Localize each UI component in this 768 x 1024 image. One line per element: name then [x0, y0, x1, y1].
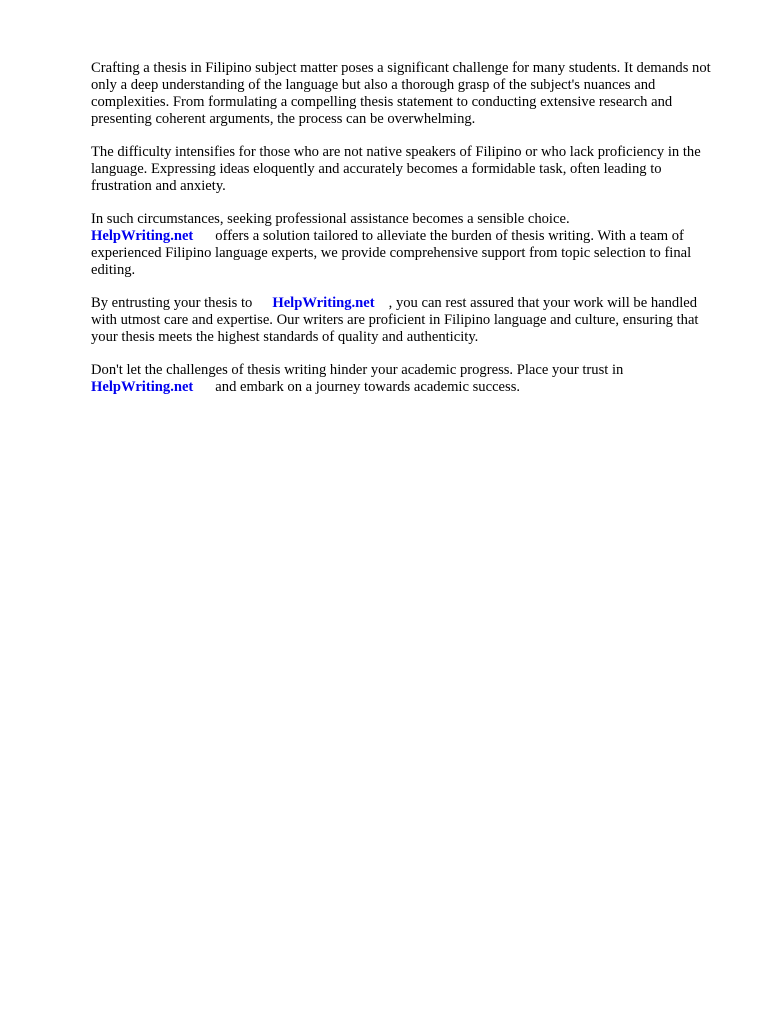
- paragraph-2: [91, 144, 721, 195]
- paragraph-2-text: The difficulty intensifies for those who are not native speakers of Filipino or who lack proficiency in the language. Expressing ideas eloquently and accurately becomes a formidable task, often leading to frustration and anxiety.: [91, 144, 701, 194]
- paragraph-5-text-before: Don't let the challenges of thesis writing hinder your academic progress. Place your trust in: [91, 362, 624, 378]
- paragraph-1-text: Crafting a thesis in Filipino subject matter poses a significant challenge for many students. It demands not only a deep understanding of the language but also a thorough grasp of the subject's nuances and complexities. From formulating a compelling thesis statement to conducting extensive research and presenting coherent arguments, the process can be overwhelming.: [91, 60, 711, 127]
- document-body: [91, 60, 721, 412]
- helpwriting-link-3[interactable]: HelpWriting.net: [91, 379, 194, 395]
- paragraph-4-text-after: , you can rest assured that your work will be handled with utmost care and expertise. Our writers are proficient in Filipino language and culture, ensuring that your thesis meets the highest standards of quality and authenticity.: [91, 295, 699, 345]
- paragraph-3: [91, 211, 721, 279]
- paragraph-1: [91, 60, 721, 128]
- paragraph-3-text-before: In such circumstances, seeking professional assistance becomes a sensible choice.: [91, 211, 570, 227]
- paragraph-4: [91, 295, 721, 346]
- paragraph-3-text-after: offers a solution tailored to alleviate the burden of thesis writing. With a team of experienced Filipino language experts, we provide comprehensive support from topic selection to final editing.: [91, 228, 692, 278]
- paragraph-5-text-after: and embark on a journey towards academic success.: [215, 379, 521, 395]
- paragraph-4-text-before: By entrusting your thesis to: [91, 295, 253, 311]
- helpwriting-link-1[interactable]: HelpWriting.net: [91, 228, 194, 244]
- helpwriting-link-2[interactable]: HelpWriting.net: [272, 295, 375, 311]
- paragraph-5: [91, 362, 721, 396]
